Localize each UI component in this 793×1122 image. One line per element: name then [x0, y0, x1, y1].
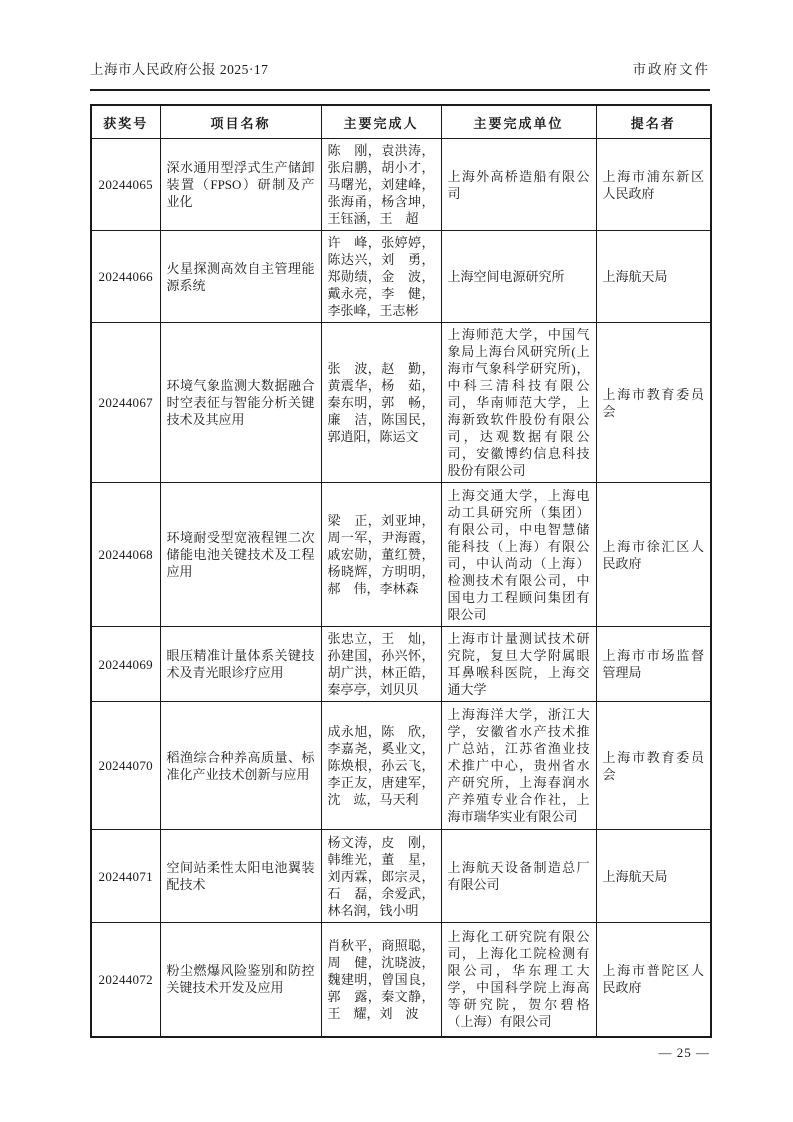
contributors-cell: 陈 刚，袁洪涛，张启鹏，胡小才，马曙光，刘建峰，张海甬，杨含坤，王钰涵，王 超 [321, 139, 441, 231]
project-name-cell: 粉尘燃爆风险鉴别和防控关键技术开发及应用 [160, 923, 321, 1037]
project-name-cell: 深水通用型浮式生产储卸装置（FPSO）研制及产业化 [160, 139, 321, 231]
page-number: — 25 — [658, 1044, 710, 1060]
contributors-cell: 许 峰，张婷婷，陈达兴，刘 勇，郑勋绩，金 波，戴永亮，李 健，李张峰，王志彬 [321, 231, 441, 323]
project-name-cell: 空间站柔性太阳电池翼装配技术 [160, 830, 321, 923]
award-number-cell: 20244070 [91, 702, 160, 830]
column-header-units: 主要完成单位 [441, 105, 596, 139]
header-row [91, 105, 711, 139]
gazette-title: 上海市人民政府公报 2025·17 [90, 62, 269, 77]
award-number-cell: 20244067 [91, 323, 160, 483]
award-number-cell: 20244072 [91, 923, 160, 1037]
contributors-cell: 肖秋平，商照聪，周 健，沈晓波，魏建明，曾国良，郭 露，秦文静，王 耀，刘 波 [321, 923, 441, 1037]
nominator-cell: 上海市普陀区人民政府 [596, 923, 711, 1037]
units-cell: 上海空间电源研究所 [441, 231, 596, 323]
nominator-cell: 上海市教育委员会 [596, 702, 711, 830]
table-row [91, 702, 711, 830]
award-number-cell: 20244071 [91, 830, 160, 923]
table-row [91, 483, 711, 627]
document-category: 市政府文件 [632, 62, 710, 77]
contributors-cell: 张 波，赵 勤，黄震华，杨 茹，秦东明，郭 畅，廉 洁，陈国民，郭逍阳，陈运文 [321, 323, 441, 483]
project-name-cell: 火星探测高效自主管理能源系统 [160, 231, 321, 323]
nominator-cell: 上海市教育委员会 [596, 323, 711, 483]
units-cell: 上海海洋大学，浙江大学，安徽省水产技术推广总站，江苏省渔业技术推广中心，贵州省水产研究所，上海春润水产养殖专业合作社，上海市瑞华实业有限公司 [441, 702, 596, 830]
contributors-cell: 张忠立，王 灿，孙建国，孙兴怀，胡广洪，林正皓，秦亭亭，刘贝贝 [321, 627, 441, 702]
header-rule [90, 89, 710, 91]
units-cell: 上海外高桥造船有限公司 [441, 139, 596, 231]
award-number-cell: 20244066 [91, 231, 160, 323]
nominator-cell: 上海航天局 [596, 231, 711, 323]
table-row [91, 139, 711, 231]
units-cell: 上海师范大学，中国气象局上海台风研究所(上海市气象科学研究所)，中科三清科技有限公司，华南师范大学，上海新致软件股份有限公司，达观数据有限公司，安徽博约信息科技股份有限公司 [441, 323, 596, 483]
table-row [91, 830, 711, 923]
table-row [91, 627, 711, 702]
award-number-cell: 20244069 [91, 627, 160, 702]
project-name-cell: 眼压精准计量体系关键技术及青光眼诊疗应用 [160, 627, 321, 702]
nominator-cell: 上海市浦东新区人民政府 [596, 139, 711, 231]
table-row [91, 323, 711, 483]
nominator-cell: 上海市徐汇区人民政府 [596, 483, 711, 627]
awards-table [90, 104, 712, 1038]
project-name-cell: 环境气象监测大数据融合时空表征与智能分析关键技术及其应用 [160, 323, 321, 483]
contributors-cell: 梁 正，刘亚坤，周一军，尹海霞，戚宏勋，董红赞，杨晓辉，方明明，郝 伟，李林森 [321, 483, 441, 627]
awards-table-header [91, 105, 711, 139]
column-header-nominator: 提名者 [596, 105, 711, 139]
nominator-cell: 上海航天局 [596, 830, 711, 923]
project-name-cell: 环境耐受型宽液程锂二次储能电池关键技术及工程应用 [160, 483, 321, 627]
project-name-cell: 稻渔综合种养高质量、标准化产业技术创新与应用 [160, 702, 321, 830]
units-cell: 上海市计量测试技术研究院，复旦大学附属眼耳鼻喉科医院，上海交通大学 [441, 627, 596, 702]
column-header-award-number: 获奖号 [91, 105, 160, 139]
awards-table-body [91, 139, 711, 1037]
award-number-cell: 20244065 [91, 139, 160, 231]
nominator-cell: 上海市市场监督管理局 [596, 627, 711, 702]
page-content [90, 58, 710, 1061]
contributors-cell: 杨文涛，皮 刚，韩维光，董 星，刘丙霖，郎宗灵，石 磊，余爱武，林名润，钱小明 [321, 830, 441, 923]
column-header-contributors: 主要完成人 [321, 105, 441, 139]
units-cell: 上海交通大学，上海电动工具研究所（集团）有限公司，中电智慧储能科技（上海）有限公司，中认尚动（上海）检测技术有限公司，中国电力工程顾问集团有限公司 [441, 483, 596, 627]
table-row [91, 923, 711, 1037]
contributors-cell: 成永旭，陈 欣，李嘉尧，奚业文，陈焕根，孙云飞，李正友，唐建军，沈 竑，马天利 [321, 702, 441, 830]
units-cell: 上海航天设备制造总厂有限公司 [441, 830, 596, 923]
page-header [90, 58, 710, 78]
award-number-cell: 20244068 [91, 483, 160, 627]
units-cell: 上海化工研究院有限公司，上海化工院检测有限公司，华东理工大学，中国科学院上海高等研究院，贺尔碧格（上海）有限公司 [441, 923, 596, 1037]
column-header-project-name: 项目名称 [160, 105, 321, 139]
table-row [91, 231, 711, 323]
